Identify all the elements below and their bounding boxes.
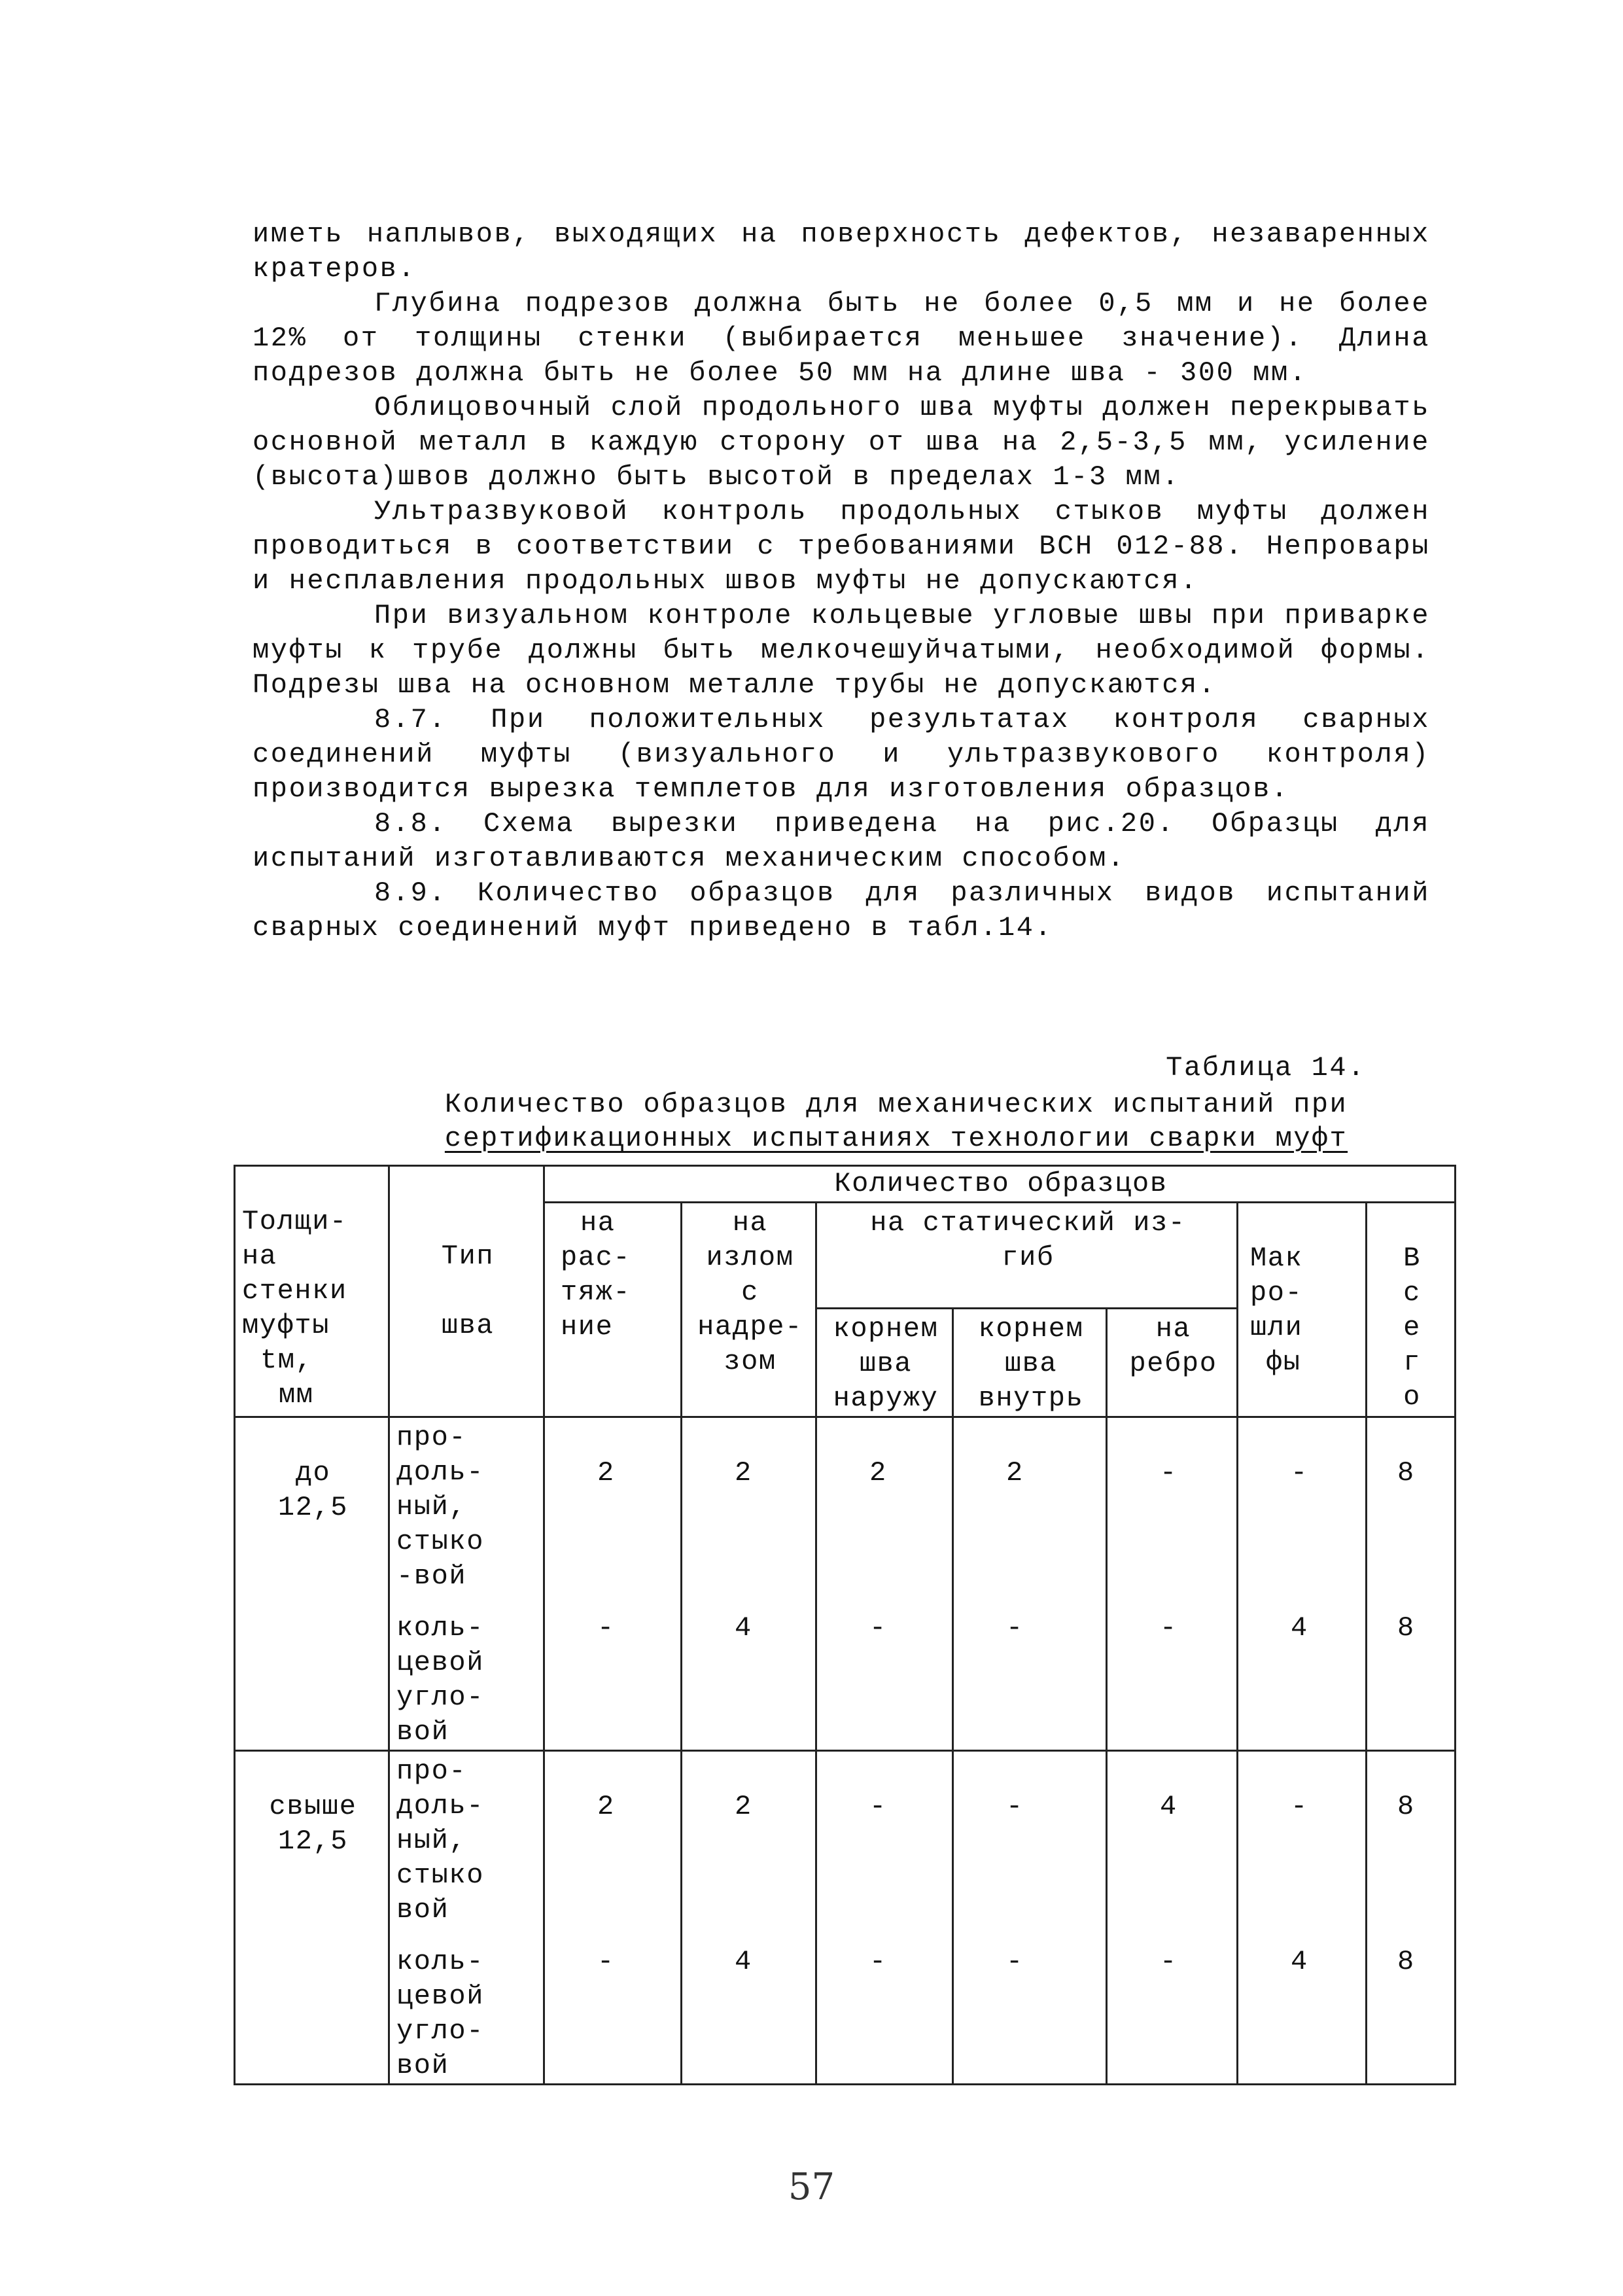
table-label: Таблица 14. bbox=[1166, 1052, 1366, 1084]
cell-root-out: - bbox=[816, 1751, 953, 1928]
cell-macro: - bbox=[1238, 1417, 1367, 1595]
header-macro: Мак ро- шли фы bbox=[1238, 1203, 1367, 1417]
cell-type: коль- цевой угло- вой bbox=[389, 1928, 544, 2085]
cell-total: 8 bbox=[1367, 1928, 1456, 2085]
header-thickness: Толщи- на стенки муфты tм, мм bbox=[235, 1166, 389, 1417]
header-edge: на ребро bbox=[1107, 1309, 1238, 1417]
paragraph: Ультразвуковой контроль продольных стыков муфты должен проводиться в соответствии с требованиями ВСН 012-88. Непровары и несплавления продольных швов муфты не допускаются. bbox=[253, 496, 1430, 597]
cell-total: 8 bbox=[1367, 1594, 1456, 1751]
header-root-out: корнем шва наружу bbox=[816, 1309, 953, 1417]
cell-fracture: 4 bbox=[682, 1594, 816, 1751]
page-number: 57 bbox=[788, 2166, 835, 2208]
cell-macro: - bbox=[1238, 1751, 1367, 1928]
cell-fracture: 2 bbox=[682, 1417, 816, 1595]
cell-edge: - bbox=[1107, 1928, 1238, 2085]
cell-root-in: - bbox=[953, 1594, 1107, 1751]
cell-edge: - bbox=[1107, 1417, 1238, 1595]
cell-edge: 4 bbox=[1107, 1751, 1238, 1928]
paragraph: При визуальном контроле кольцевые угловые швы при приварке муфты к трубе должны быть мелкочешуйчатыми, необходимой формы. Подрезы шва на основном металле трубы не допускаются. bbox=[253, 600, 1430, 701]
cell-thickness: до 12,5 bbox=[235, 1417, 389, 1751]
cell-macro: 4 bbox=[1238, 1928, 1367, 2085]
table-title-line: Количество образцов для механических испытаний при bbox=[444, 1089, 1348, 1120]
cell-root-out: 2 bbox=[816, 1417, 953, 1595]
cell-macro: 4 bbox=[1238, 1594, 1367, 1751]
cell-total: 8 bbox=[1367, 1417, 1456, 1595]
body-text bbox=[253, 217, 1430, 945]
header-row bbox=[235, 1166, 1456, 1203]
header-root-in: корнем шва внутрь bbox=[953, 1309, 1107, 1417]
table-row bbox=[235, 1928, 1456, 2085]
header-fracture: на излом с надре- зом bbox=[682, 1203, 816, 1417]
paragraph: 8.8. Схема вырезки приведена на рис.20. Образцы для испытаний изготавливаются механическим способом. bbox=[253, 808, 1430, 874]
cell-root-out: - bbox=[816, 1928, 953, 2085]
cell-fracture: 2 bbox=[682, 1751, 816, 1928]
cell-root-in: 2 bbox=[953, 1417, 1107, 1595]
cell-edge: - bbox=[1107, 1594, 1238, 1751]
paragraph: 8.7. При положительных результатах контроля сварных соединений муфты (визуального и ультразвукового контроля) производится вырезка темплетов для изготовления образцов. bbox=[253, 704, 1430, 805]
table-title bbox=[393, 1087, 1400, 1156]
paragraph: Глубина подрезов должна быть не более 0,5 мм и не более 12% от толщины стенки (выбирается меньшее значение). Длина подрезов должна быть не более 50 мм на длине шва - 300 мм. bbox=[253, 288, 1430, 389]
table-row bbox=[235, 1417, 1456, 1595]
table-row bbox=[235, 1594, 1456, 1751]
cell-tension: 2 bbox=[544, 1417, 682, 1595]
header-group-count: Количество образцов bbox=[544, 1166, 1456, 1203]
cell-root-in: - bbox=[953, 1751, 1107, 1928]
header-bend-group: на статический из- гиб bbox=[816, 1203, 1238, 1309]
header-type: Тип шва bbox=[389, 1166, 544, 1417]
cell-type: про- доль- ный, стыко вой bbox=[389, 1751, 544, 1928]
cell-type: коль- цевой угло- вой bbox=[389, 1594, 544, 1751]
cell-root-in: - bbox=[953, 1928, 1107, 2085]
header-tension: на рас- тяж- ние bbox=[544, 1203, 682, 1417]
header-total: В с е г о bbox=[1367, 1203, 1456, 1417]
cell-fracture: 4 bbox=[682, 1928, 816, 2085]
cell-root-out: - bbox=[816, 1594, 953, 1751]
table-row bbox=[235, 1751, 1456, 1928]
table-title-line: сертификационных испытаниях технологии сварки муфт bbox=[444, 1123, 1348, 1154]
cell-tension: 2 bbox=[544, 1751, 682, 1928]
cell-thickness: свыше 12,5 bbox=[235, 1751, 389, 2085]
cell-tension: - bbox=[544, 1594, 682, 1751]
paragraph: 8.9. Количество образцов для различных видов испытаний сварных соединений муфт приведено в табл.14. bbox=[253, 877, 1430, 944]
paragraph: иметь наплывов, выходящих на поверхность дефектов, незаваренных кратеров. bbox=[253, 219, 1430, 285]
cell-tension: - bbox=[544, 1928, 682, 2085]
paragraph: Облицовочный слой продольного шва муфты должен перекрывать основной металл в каждую сторону от шва на 2,5-3,5 мм, усиление (высота)швов должно быть высотой в пределах 1-3 мм. bbox=[253, 392, 1430, 493]
cell-type: про- доль- ный, стыко -вой bbox=[389, 1417, 544, 1595]
samples-table bbox=[234, 1165, 1456, 2085]
cell-total: 8 bbox=[1367, 1751, 1456, 1928]
